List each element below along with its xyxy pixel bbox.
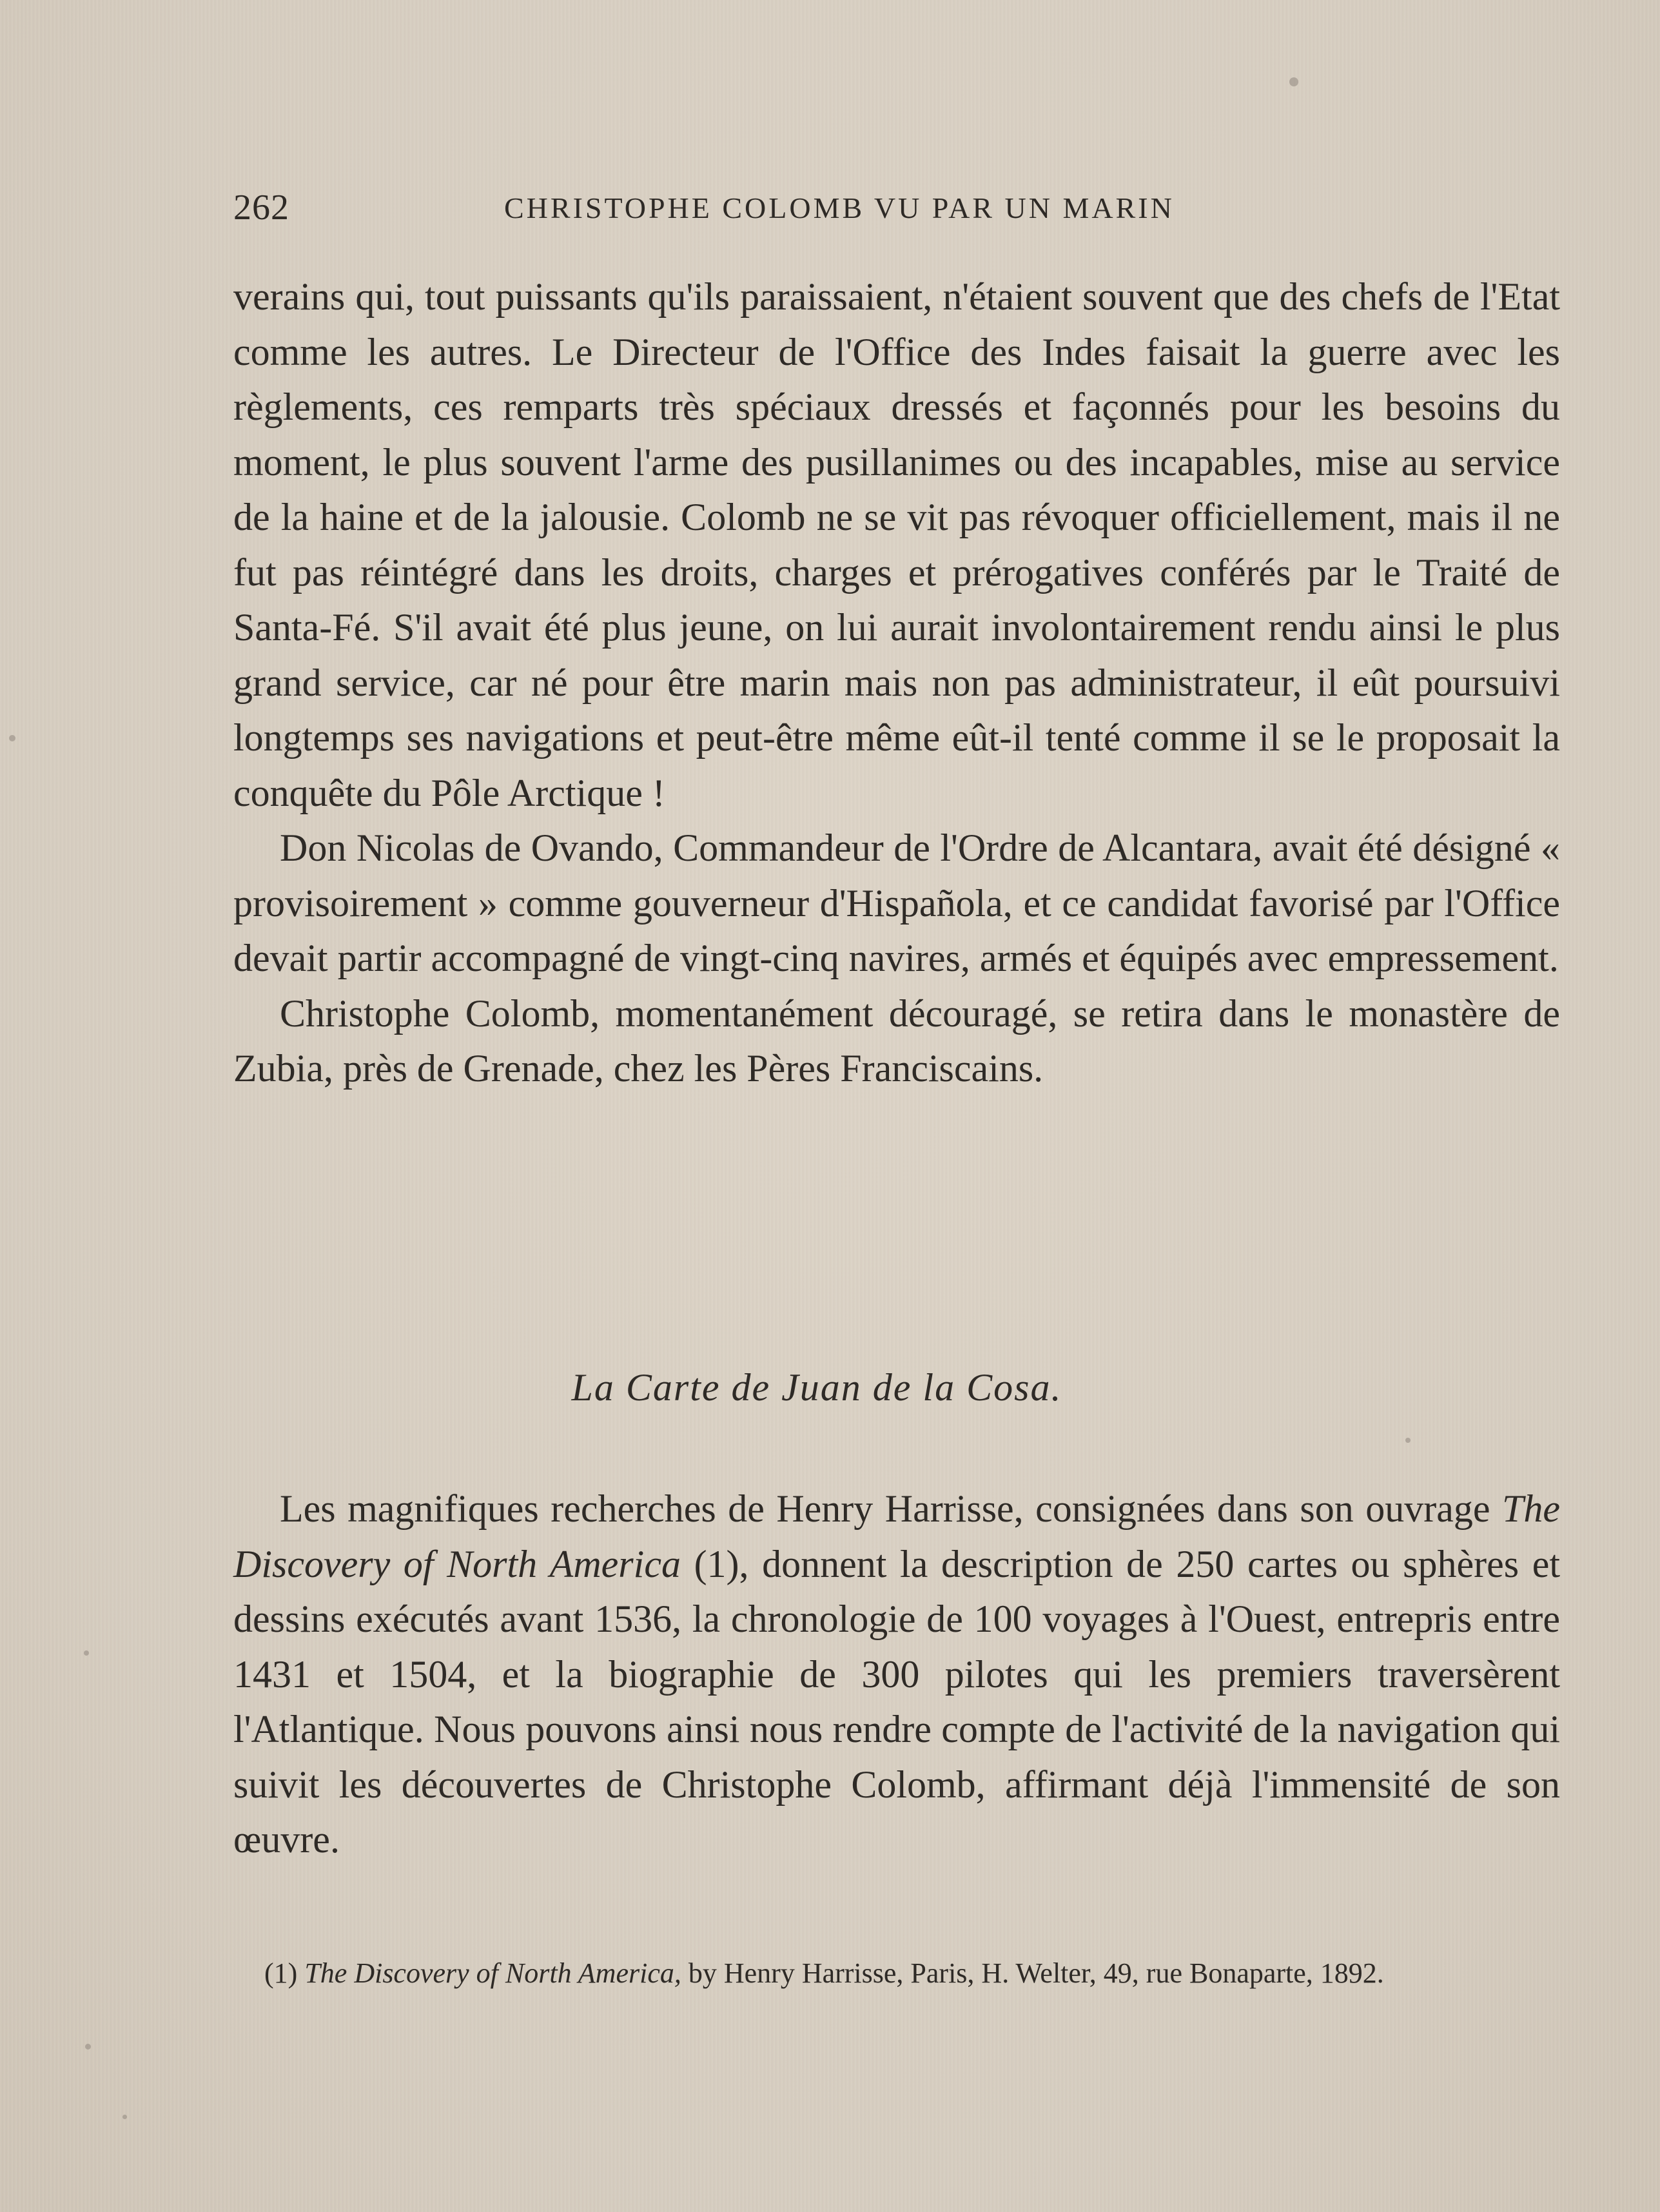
footnote-marker: (1) bbox=[264, 1957, 305, 1989]
paragraph-text-before: Les magnifiques recherches de Henry Harrisse, consignées dans son ouvrage bbox=[280, 1487, 1502, 1530]
paper-speck bbox=[84, 1650, 89, 1656]
footnote-citation: by Henry Harrisse, Paris, H. Welter, 49, rue Bonaparte, 1892. bbox=[681, 1957, 1384, 1989]
running-title: CHRISTOPHE COLOMB VU PAR UN MARIN bbox=[504, 191, 1175, 224]
paper-speck bbox=[85, 2044, 91, 2050]
footnote-text bbox=[233, 1953, 1560, 1993]
book-title: The Discovery of North America bbox=[233, 1487, 1560, 1585]
paragraph-ovando: Don Nicolas de Ovando, Commandeur de l'Ordre de Alcantara, avait été désigné « provisoirement » comme gouverneur d'Hispañola, et ce candidat favorisé par l'Office devait partir accompagné de vingt-cinq navires, armés et équipés avec empressement. bbox=[233, 827, 1560, 979]
section-text bbox=[233, 1482, 1560, 1868]
footnote bbox=[233, 1953, 1560, 1993]
paragraph-text-after: (1), donnent la description de 250 cartes ou sphères et dessins exécutés avant 1536, la chronologie de 100 voyages à l'Ouest, entrepris entre 1431 et 1504, et la biographie de 300 pilotes qui les premiers traversèrent l'Atlantique. Nous pouvons ainsi nous rendre compte de l'activité de la navigation qui suivit les découvertes de Christophe Colomb, affirmant déjà l'immensité de son œuvre. bbox=[233, 1542, 1561, 1861]
paragraph-zubia: Christophe Colomb, momentanément découragé, se retira dans le monastère de Zubia, près de Grenade, chez les Pères Franciscains. bbox=[233, 992, 1560, 1090]
main-text bbox=[233, 269, 1560, 1097]
running-head bbox=[233, 187, 1560, 232]
paper-speck bbox=[122, 2115, 127, 2119]
paper-speck bbox=[1289, 77, 1298, 86]
paragraph-continuation: verains qui, tout puissants qu'ils paraissaient, n'étaient souvent que des chefs de l'Etat comme les autres. Le Directeur de l'Office des Indes faisait la guerre avec les règlements, ces remparts très spéciaux dressés et façonnés pour les besoins du moment, le plus souvent l'arme des pusillanimes ou des incapables, mise au service de la haine et de la jalousie. Colomb ne se vit pas révoquer officiellement, mais il ne fut pas réintégré dans les droits, charges et prérogatives conférés par le Traité de Santa-Fé. S'il avait été plus jeune, on lui aurait involontairement rendu ainsi le plus grand service, car né pour être marin mais non pas administrateur, il eût poursuivi longtemps ses navigations et peut-être même eût-il tenté comme il se le proposait la conquête du Pôle Arctique ! bbox=[233, 275, 1560, 814]
footnote-book-title: The Discovery of North America, bbox=[304, 1957, 681, 1989]
page-number: 262 bbox=[233, 188, 289, 228]
section-heading: La Carte de Juan de la Cosa. bbox=[571, 1366, 1062, 1409]
paper-speck bbox=[1405, 1438, 1411, 1443]
paper-speck bbox=[9, 735, 15, 741]
paragraph-harrisse bbox=[233, 1482, 1560, 1868]
